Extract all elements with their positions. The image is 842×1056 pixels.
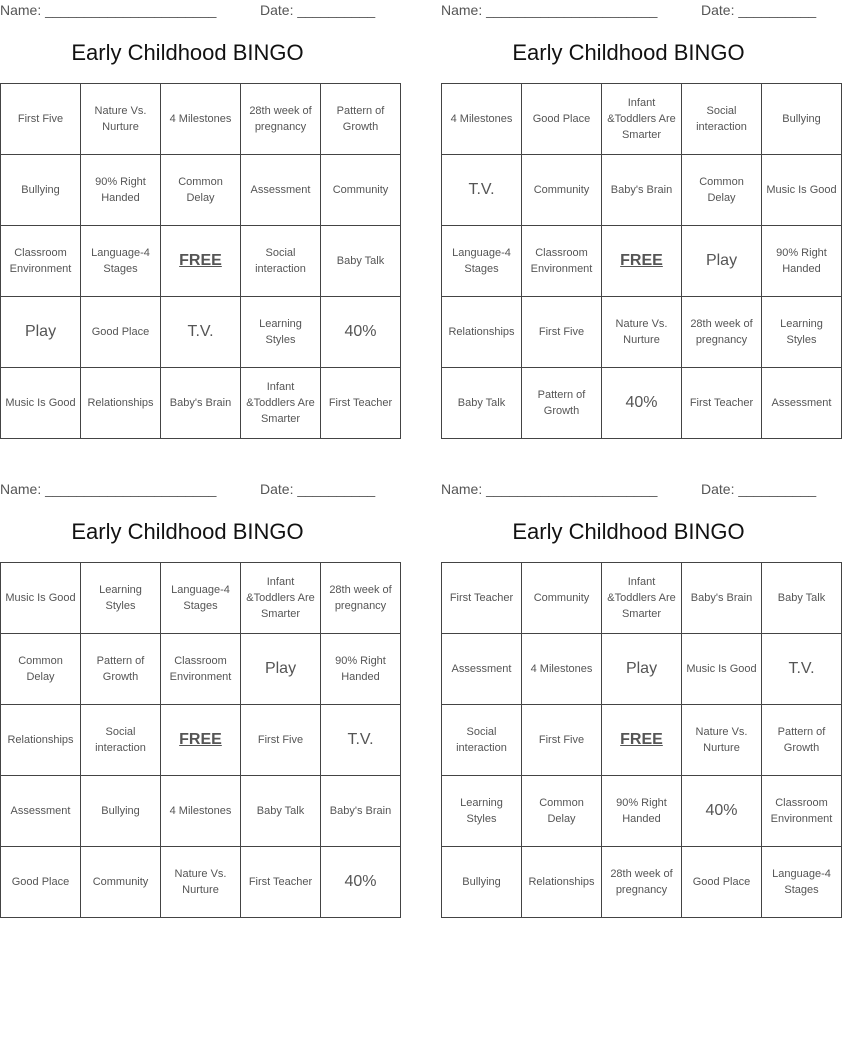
bingo-row: [1, 776, 401, 847]
name-date-row: [0, 0, 375, 22]
bingo-cell: Music Is Good: [762, 155, 842, 226]
bingo-row: [1, 563, 401, 634]
bingo-row: [442, 563, 842, 634]
bingo-cell: Good Place: [682, 847, 762, 918]
bingo-grid: [441, 83, 842, 439]
bingo-grid: [0, 83, 401, 439]
bingo-cell: Baby's Brain: [321, 776, 401, 847]
bingo-cell: 28th week of pregnancy: [241, 84, 321, 155]
bingo-cell: First Teacher: [321, 368, 401, 439]
bingo-cell: Social interaction: [81, 705, 161, 776]
card-title: Early Childhood BINGO: [71, 519, 304, 544]
bingo-cell: Good Place: [522, 84, 602, 155]
bingo-cell: Pattern of Growth: [522, 368, 602, 439]
bingo-cell: 4 Milestones: [442, 84, 522, 155]
name-field-label: Name: ______________________: [441, 481, 658, 497]
bingo-cell: Language-4 Stages: [442, 226, 522, 297]
bingo-row: [1, 226, 401, 297]
bingo-cell: First Five: [522, 297, 602, 368]
bingo-cell: Baby Talk: [321, 226, 401, 297]
bingo-cell: Language-4 Stages: [762, 847, 842, 918]
bingo-cell: Language-4 Stages: [161, 563, 241, 634]
bingo-cell: First Five: [522, 705, 602, 776]
bingo-cell: Relationships: [442, 297, 522, 368]
bingo-cell: Music Is Good: [1, 563, 81, 634]
bingo-cell: First Teacher: [442, 563, 522, 634]
bingo-cell: Baby's Brain: [682, 563, 762, 634]
bingo-cell: Language-4 Stages: [81, 226, 161, 297]
bingo-row: [442, 705, 842, 776]
free-space: FREE: [161, 705, 241, 776]
bingo-cell: Community: [321, 155, 401, 226]
bingo-cell: Social interaction: [442, 705, 522, 776]
bingo-cell: Pattern of Growth: [81, 634, 161, 705]
bingo-cell: Relationships: [1, 705, 81, 776]
bingo-cell: Community: [522, 563, 602, 634]
bingo-cell: Learning Styles: [241, 297, 321, 368]
bingo-cell: Social interaction: [682, 84, 762, 155]
bingo-cell: Bullying: [81, 776, 161, 847]
bingo-cell: Infant &Toddlers Are Smarter: [241, 368, 321, 439]
bingo-cell: Baby's Brain: [602, 155, 682, 226]
date-field-label: Date: __________: [701, 481, 817, 497]
bingo-cell: T.V.: [762, 634, 842, 705]
bingo-row: [1, 634, 401, 705]
bingo-cell: 90% Right Handed: [321, 634, 401, 705]
bingo-cell: Classroom Environment: [1, 226, 81, 297]
bingo-cell: Relationships: [522, 847, 602, 918]
bingo-cell: Nature Vs. Nurture: [682, 705, 762, 776]
bingo-row: [1, 84, 401, 155]
bingo-cell: 40%: [321, 847, 401, 918]
name-field-label: Name: ______________________: [0, 2, 217, 18]
bingo-cell: Nature Vs. Nurture: [161, 847, 241, 918]
bingo-cell: Infant &Toddlers Are Smarter: [241, 563, 321, 634]
bingo-cell: Bullying: [1, 155, 81, 226]
bingo-cell: Infant &Toddlers Are Smarter: [602, 563, 682, 634]
bingo-cell: Relationships: [81, 368, 161, 439]
name-date-row: [441, 0, 816, 22]
bingo-cell: Baby Talk: [241, 776, 321, 847]
bingo-cell: Social interaction: [241, 226, 321, 297]
free-space: FREE: [602, 705, 682, 776]
bingo-row: [442, 155, 842, 226]
bingo-row: [1, 847, 401, 918]
bingo-cell: Play: [241, 634, 321, 705]
bingo-cell: Good Place: [81, 297, 161, 368]
bingo-cell: First Five: [1, 84, 81, 155]
bingo-cell: 40%: [682, 776, 762, 847]
bingo-cell: Play: [602, 634, 682, 705]
bingo-cell: Community: [81, 847, 161, 918]
bingo-cell: 4 Milestones: [161, 84, 241, 155]
bingo-cell: Community: [522, 155, 602, 226]
name-field-label: Name: ______________________: [441, 2, 658, 18]
date-field-label: Date: __________: [260, 481, 376, 497]
bingo-row: [442, 84, 842, 155]
bingo-row: [442, 776, 842, 847]
name-date-row: [0, 479, 375, 501]
bingo-row: [1, 297, 401, 368]
bingo-cell: T.V.: [442, 155, 522, 226]
card-title: Early Childhood BINGO: [512, 40, 745, 65]
bingo-cell: Classroom Environment: [522, 226, 602, 297]
bingo-row: [442, 226, 842, 297]
bingo-cell: 28th week of pregnancy: [682, 297, 762, 368]
bingo-cell: Classroom Environment: [161, 634, 241, 705]
bingo-cell: Good Place: [1, 847, 81, 918]
bingo-row: [1, 705, 401, 776]
free-space: FREE: [161, 226, 241, 297]
bingo-row: [442, 847, 842, 918]
bingo-cell: Assessment: [1, 776, 81, 847]
bingo-cell: Nature Vs. Nurture: [81, 84, 161, 155]
bingo-cell: Learning Styles: [442, 776, 522, 847]
bingo-cell: Baby Talk: [762, 563, 842, 634]
date-field-label: Date: __________: [701, 2, 817, 18]
bingo-cell: Classroom Environment: [762, 776, 842, 847]
bingo-cell: Baby's Brain: [161, 368, 241, 439]
bingo-cell: 90% Right Handed: [602, 776, 682, 847]
bingo-row: [442, 297, 842, 368]
bingo-cell: Assessment: [762, 368, 842, 439]
bingo-cell: Music Is Good: [1, 368, 81, 439]
bingo-cell: Bullying: [442, 847, 522, 918]
bingo-cell: Music Is Good: [682, 634, 762, 705]
bingo-cell: Baby Talk: [442, 368, 522, 439]
bingo-cell: First Teacher: [241, 847, 321, 918]
bingo-cell: Pattern of Growth: [762, 705, 842, 776]
bingo-row: [442, 368, 842, 439]
bingo-cell: Play: [682, 226, 762, 297]
name-field-label: Name: ______________________: [0, 481, 217, 497]
free-space: FREE: [602, 226, 682, 297]
card-title: Early Childhood BINGO: [71, 40, 304, 65]
bingo-cell: Bullying: [762, 84, 842, 155]
bingo-cell: Learning Styles: [81, 563, 161, 634]
bingo-cell: T.V.: [161, 297, 241, 368]
bingo-cell: Nature Vs. Nurture: [602, 297, 682, 368]
bingo-cell: 40%: [321, 297, 401, 368]
bingo-cell: Pattern of Growth: [321, 84, 401, 155]
bingo-cell: Common Delay: [1, 634, 81, 705]
bingo-cell: Infant &Toddlers Are Smarter: [602, 84, 682, 155]
bingo-row: [442, 634, 842, 705]
bingo-cell: Assessment: [241, 155, 321, 226]
bingo-row: [1, 368, 401, 439]
date-field-label: Date: __________: [260, 2, 376, 18]
bingo-cell: Common Delay: [161, 155, 241, 226]
bingo-cell: 4 Milestones: [161, 776, 241, 847]
bingo-cell: 90% Right Handed: [762, 226, 842, 297]
bingo-cell: Common Delay: [522, 776, 602, 847]
bingo-cell: 28th week of pregnancy: [321, 563, 401, 634]
bingo-cell: Learning Styles: [762, 297, 842, 368]
bingo-grid: [441, 562, 842, 918]
bingo-cell: Common Delay: [682, 155, 762, 226]
bingo-cell: 28th week of pregnancy: [602, 847, 682, 918]
bingo-cell: 40%: [602, 368, 682, 439]
bingo-cell: Assessment: [442, 634, 522, 705]
bingo-cell: 4 Milestones: [522, 634, 602, 705]
bingo-cell: T.V.: [321, 705, 401, 776]
bingo-grid: [0, 562, 401, 918]
name-date-row: [441, 479, 816, 501]
bingo-cell: 90% Right Handed: [81, 155, 161, 226]
bingo-row: [1, 155, 401, 226]
bingo-cell: First Teacher: [682, 368, 762, 439]
bingo-cell: First Five: [241, 705, 321, 776]
bingo-cell: Play: [1, 297, 81, 368]
card-title: Early Childhood BINGO: [512, 519, 745, 544]
